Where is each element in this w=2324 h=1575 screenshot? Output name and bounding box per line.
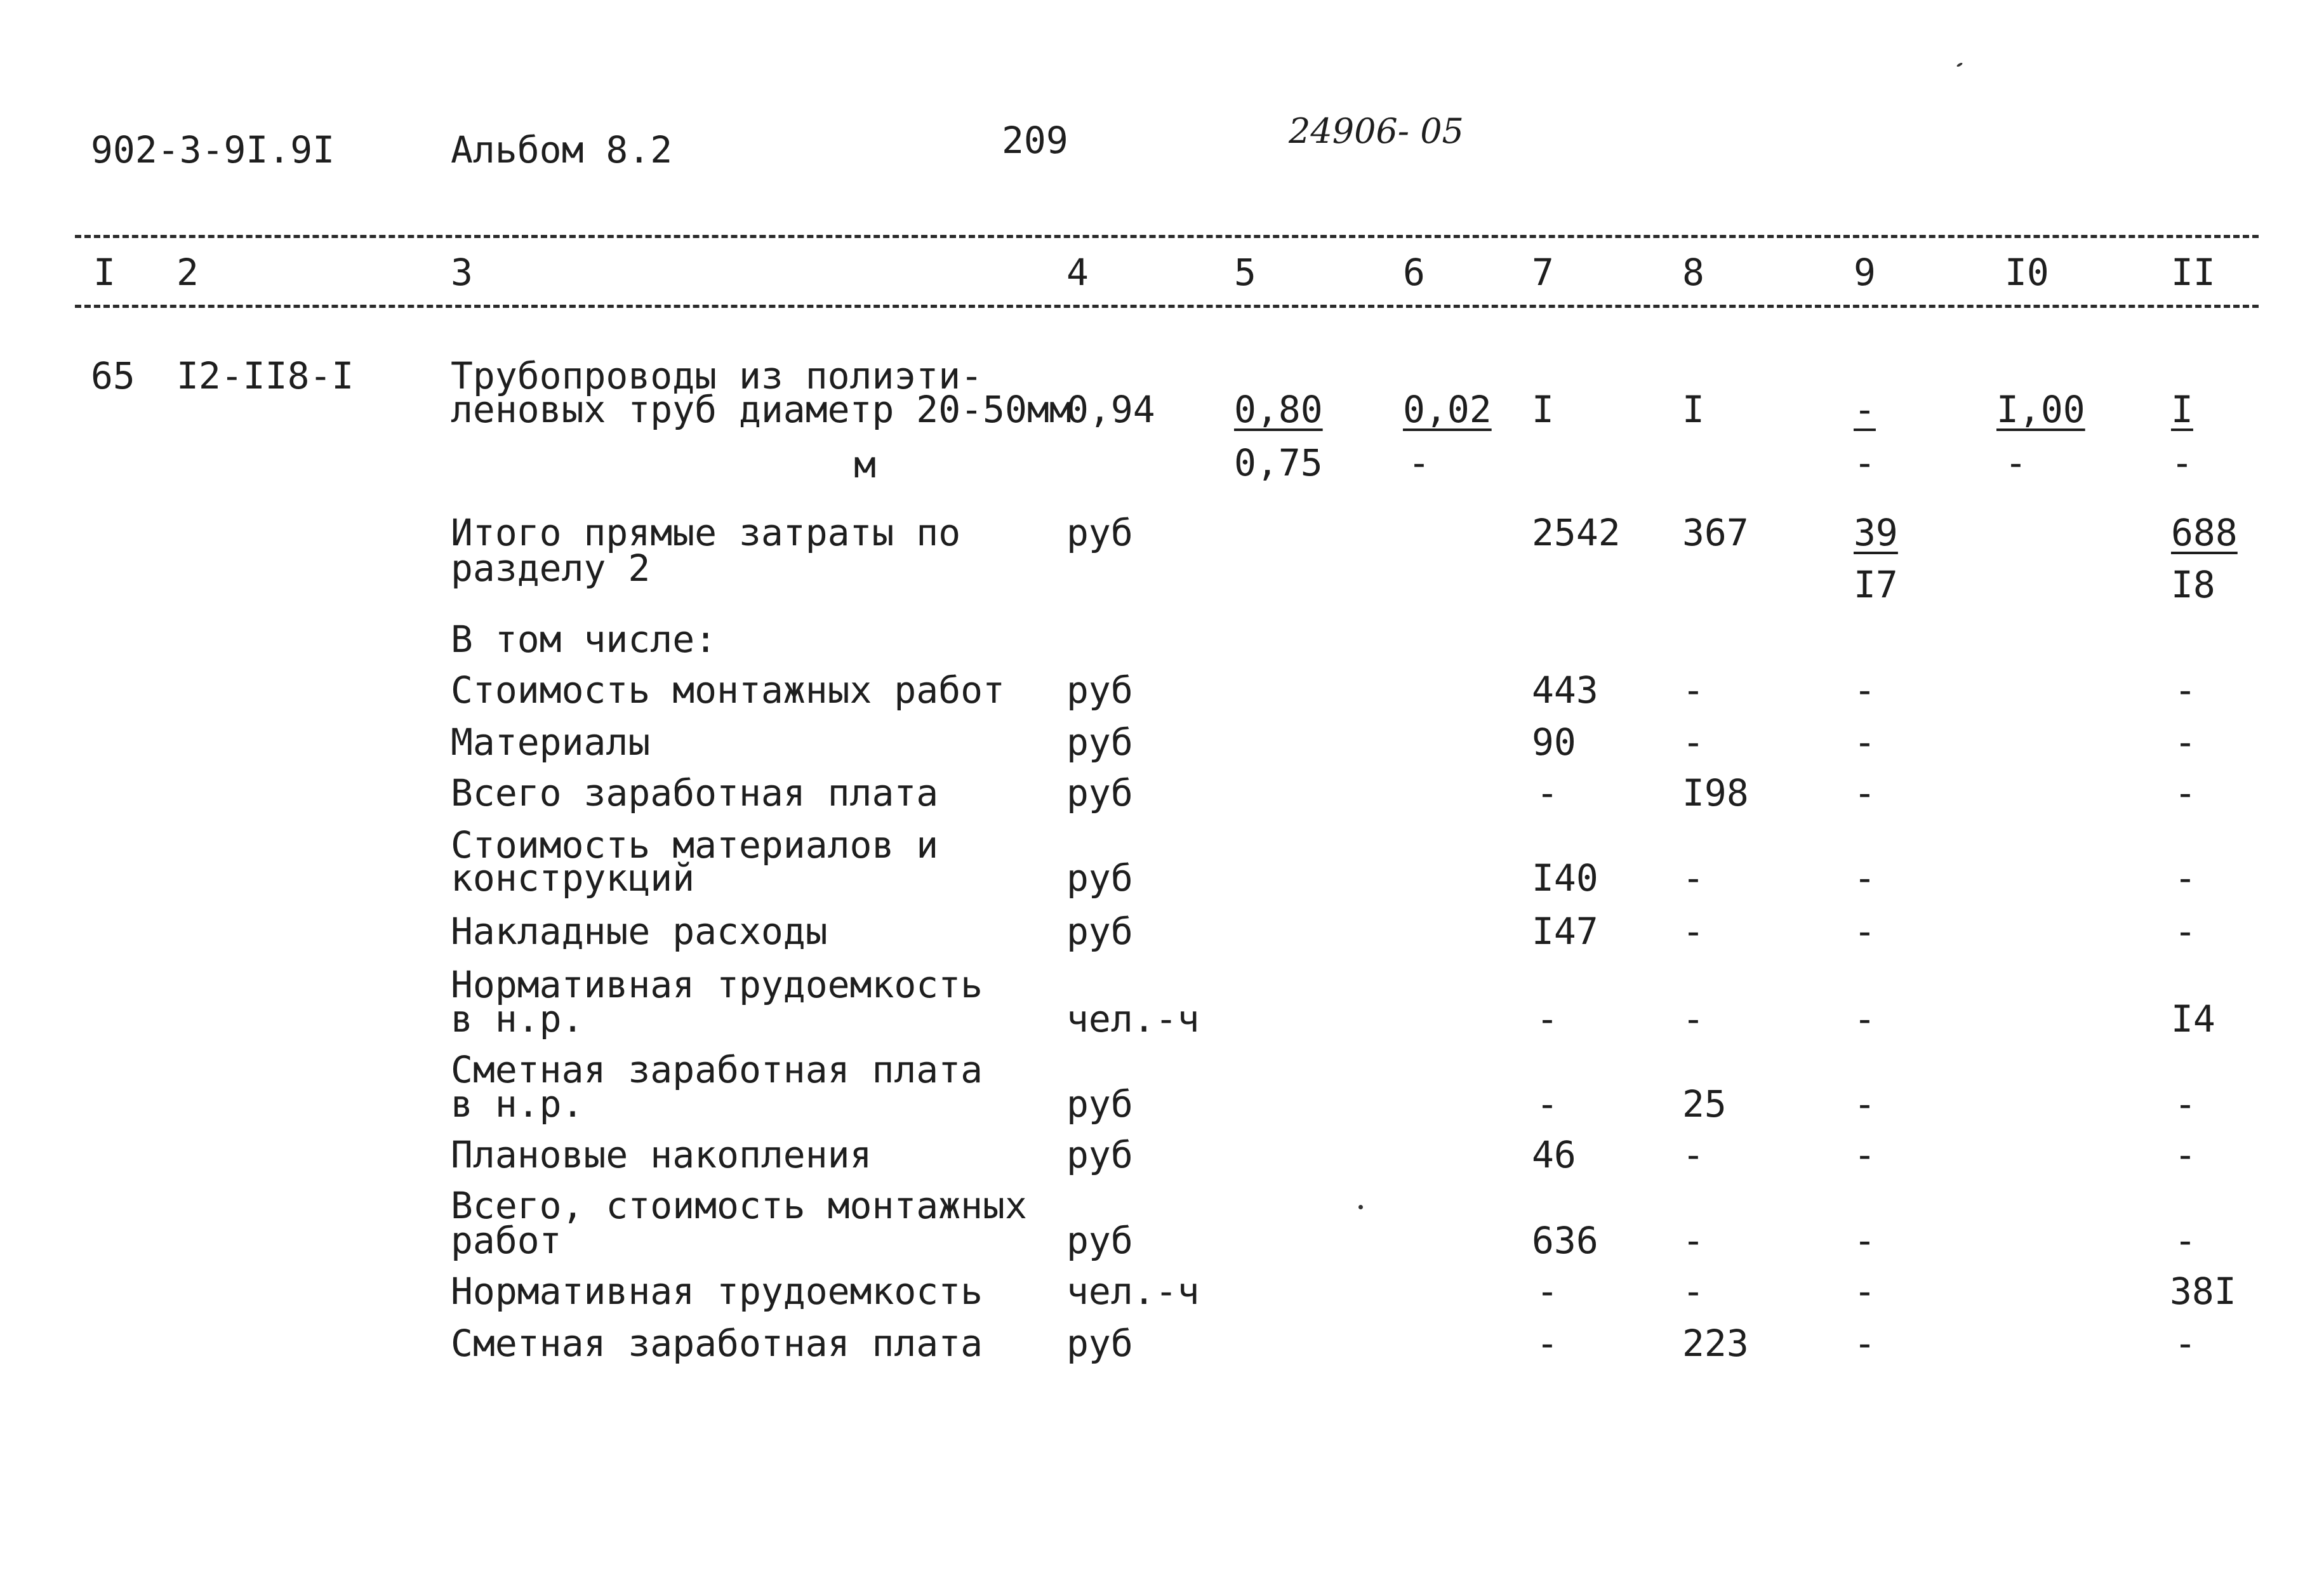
row-col9: - [1854, 1270, 1876, 1313]
cell-col11-top: I [2171, 388, 2193, 431]
column-number: 2 [176, 251, 199, 294]
row-unit: руб [1066, 1082, 1133, 1126]
row-col9: - [1854, 910, 1876, 953]
scan-speck [1956, 62, 1963, 67]
row-col9: - [1854, 1219, 1876, 1262]
total-col9-bottom: I7 [1854, 563, 1898, 606]
row-col11: I4 [2171, 997, 2215, 1040]
row-label-line2: в н.р. [451, 1082, 584, 1126]
row-col8: - [1682, 910, 1704, 953]
row-col11: - [2174, 1133, 2196, 1176]
row-col8: - [1682, 668, 1704, 712]
row-col7: I40 [1532, 856, 1598, 900]
row-col8: - [1682, 1219, 1704, 1262]
row-col9: - [1854, 997, 1876, 1040]
row-col9: - [1854, 856, 1876, 900]
row-label: Нормативная трудоемкость [451, 1270, 983, 1313]
cell-col10-top: I,00 [1996, 388, 2085, 431]
column-number: II [2171, 251, 2215, 294]
row-label-line2: работ [451, 1219, 562, 1262]
handwritten-inventory-number: 24906- 05 [1289, 111, 1464, 151]
row-unit: руб [1066, 856, 1133, 900]
document-code: 902-3-9I.9I [91, 128, 335, 171]
row-col11: - [2174, 721, 2196, 764]
row-col9: - [1854, 721, 1876, 764]
total-unit: руб [1066, 511, 1133, 554]
cell-col9-top: - [1854, 388, 1876, 431]
row-label-line1: Нормативная трудоемкость [451, 963, 983, 1006]
cell-col5-top: 0,80 [1234, 388, 1323, 431]
row-col8: - [1682, 721, 1704, 764]
row-unit: руб [1066, 668, 1133, 712]
total-col11-top: 688 [2171, 511, 2238, 554]
row-col9: - [1854, 771, 1876, 814]
column-number: 6 [1403, 251, 1425, 294]
row-col7: 90 [1532, 721, 1576, 764]
row-col11: - [2174, 1219, 2196, 1262]
cell-col7: I [1532, 388, 1554, 431]
row-col9: - [1854, 1133, 1876, 1176]
row-label: Всего заработная плата [451, 771, 939, 814]
row-unit: руб [1066, 1133, 1133, 1176]
total-label-line1: Итого прямые затраты по [451, 511, 961, 554]
row-col9: - [1854, 1082, 1876, 1126]
row-label-line2: в н.р. [451, 997, 584, 1040]
row-col8: - [1682, 1270, 1704, 1313]
cell-col6-top: 0,02 [1403, 388, 1492, 431]
scan-speck [1358, 1205, 1363, 1209]
including-label: В том числе: [451, 618, 717, 661]
row-col11: - [2174, 1082, 2196, 1126]
row-col8: 25 [1682, 1082, 1727, 1126]
album-label: Альбом 8.2 [451, 128, 673, 171]
item-unit: м [854, 443, 876, 486]
total-col11-bottom: I8 [2171, 563, 2215, 606]
column-number: 5 [1234, 251, 1256, 294]
cell-col9-bottom: - [1854, 441, 1876, 484]
cell-col4: 0,94 [1066, 388, 1155, 431]
item-description-line2: леновых труб диаметр 20-50мм [451, 388, 1072, 431]
row-col7: 443 [1532, 668, 1598, 712]
column-number: 9 [1854, 251, 1876, 294]
header-bottom-rule [75, 305, 2259, 308]
total-label-line2: разделу 2 [451, 547, 651, 590]
row-unit: чел.-ч [1066, 997, 1200, 1040]
row-col8: I98 [1682, 771, 1749, 814]
row-col9: - [1854, 668, 1876, 712]
row-unit: руб [1066, 910, 1133, 953]
row-label: Плановые накопления [451, 1133, 872, 1176]
column-number: I [93, 251, 116, 294]
row-col7: - [1536, 1082, 1558, 1126]
cell-col11-bottom: - [2171, 441, 2193, 484]
page-number: 209 [1002, 119, 1068, 162]
header-top-rule [75, 235, 2259, 238]
total-col7: 2542 [1532, 511, 1621, 554]
row-col11: - [2174, 856, 2196, 900]
row-unit: руб [1066, 771, 1133, 814]
row-unit: руб [1066, 721, 1133, 764]
row-label-line1: Сметная заработная плата [451, 1048, 983, 1091]
row-col8: - [1682, 856, 1704, 900]
row-label: Стоимость монтажных работ [451, 668, 1005, 712]
row-col7: I47 [1532, 910, 1598, 953]
item-description-line1: Трубопроводы из полиэти- [451, 354, 983, 397]
row-number: 65 [91, 354, 135, 397]
row-col8: - [1682, 997, 1704, 1040]
row-unit: руб [1066, 1219, 1133, 1262]
row-label-line1: Стоимость материалов и [451, 823, 939, 867]
row-col11: - [2174, 771, 2196, 814]
total-col9-top: 39 [1854, 511, 1898, 554]
column-number: 3 [451, 251, 473, 294]
row-col7: - [1536, 771, 1558, 814]
row-col11: - [2174, 1322, 2196, 1365]
row-col7: - [1536, 1322, 1558, 1365]
row-col7: 46 [1532, 1133, 1576, 1176]
cell-col10-bottom: - [2005, 441, 2027, 484]
cell-col8: I [1682, 388, 1704, 431]
column-number: I0 [2005, 251, 2049, 294]
total-col8: 367 [1682, 511, 1749, 554]
cell-col6-bottom: - [1408, 441, 1430, 484]
row-unit: чел.-ч [1066, 1270, 1200, 1313]
row-col8: 223 [1682, 1322, 1749, 1365]
row-label: Накладные расходы [451, 910, 828, 953]
row-col8: - [1682, 1133, 1704, 1176]
row-col7: 636 [1532, 1219, 1598, 1262]
row-col11: 38I [2170, 1270, 2236, 1313]
norm-code: I2-II8-I [176, 354, 354, 397]
row-col7: - [1536, 997, 1558, 1040]
row-unit: руб [1066, 1322, 1133, 1365]
column-number: 7 [1532, 251, 1554, 294]
row-col11: - [2174, 910, 2196, 953]
row-label: Материалы [451, 721, 651, 764]
column-number: 8 [1682, 251, 1704, 294]
cell-col5-bottom: 0,75 [1234, 441, 1323, 484]
row-label-line2: конструкций [451, 856, 695, 900]
row-label-line1: Всего, стоимость монтажных [451, 1184, 1027, 1227]
column-number: 4 [1066, 251, 1089, 294]
row-label: Сметная заработная плата [451, 1322, 983, 1365]
row-col9: - [1854, 1322, 1876, 1365]
row-col11: - [2174, 668, 2196, 712]
row-col7: - [1536, 1270, 1558, 1313]
